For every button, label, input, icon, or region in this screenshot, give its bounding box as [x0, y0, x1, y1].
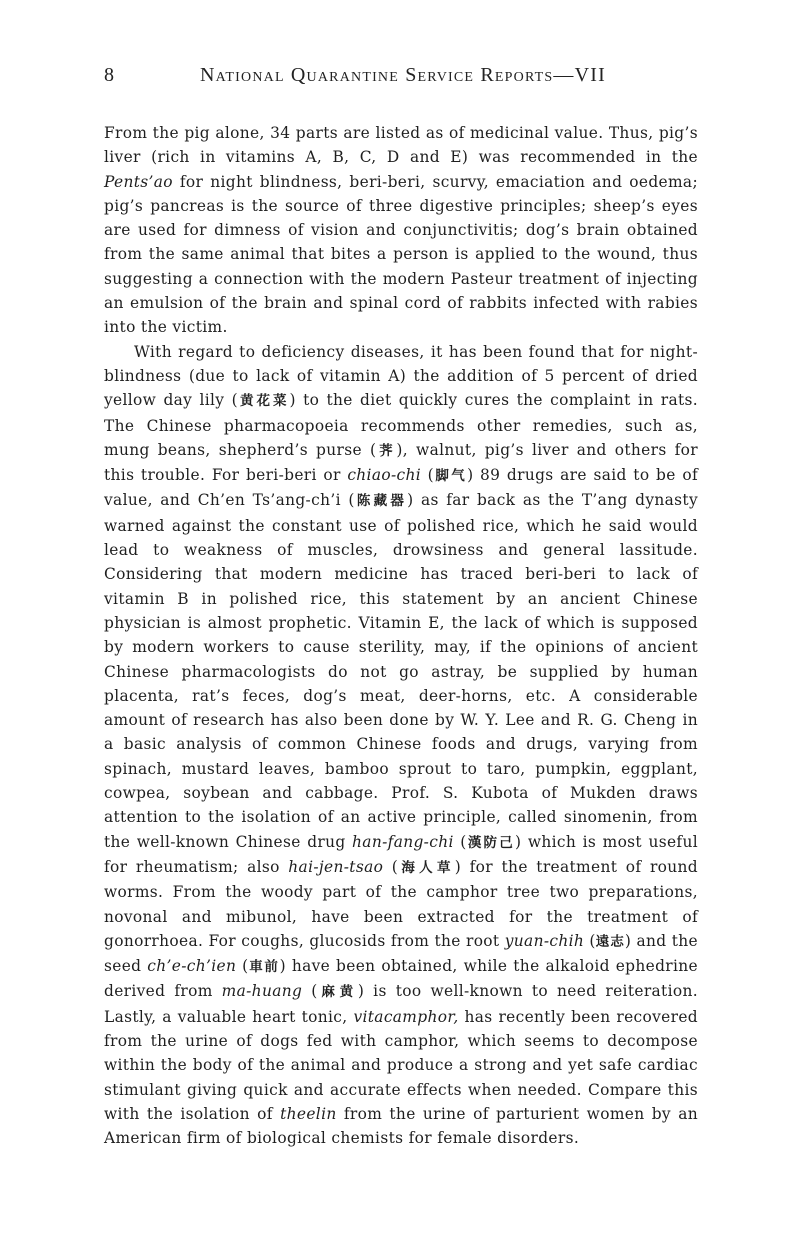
text-run: ( [383, 857, 399, 876]
italic-term-theelin: theelin [280, 1104, 337, 1123]
text-run: ( [421, 466, 434, 485]
text-run: ( [584, 931, 596, 950]
chinese-characters-yuan-chih: 遠志 [595, 933, 625, 950]
italic-term-han-fang-chi: han-fang-chi [352, 832, 454, 851]
italic-term-vitacamphor: vitacamphor, [353, 1007, 459, 1026]
text-run: ), walnut, pig’s liver and others for this trouble. For beri-beri or [104, 440, 699, 485]
paragraph-deficiency-diseases [104, 340, 698, 1151]
text-run: ( [236, 957, 249, 976]
text-run: ) 89 drugs are said to be of value, and Ch’en Ts’ang-ch’i ( [104, 466, 698, 510]
text-run: ) for the treatment of round worms. From the woody part of the camphor tree two preparations, novonal and mibunol, have been extracted for the treatment of gonorrhoea. For coughs, glucosids from the root [104, 857, 699, 950]
text-run: has recently been recovered from the urine of dogs fed with camphor, which seems to decompose within the body of the animal and produce a strong and yet safe cardiac stimulant giving quick and accurate effects when needed. Compare this with the isolation of [104, 1007, 698, 1123]
italic-term-che-chien: ch’e-ch’ien [147, 957, 237, 976]
running-title: National Quarantine Service Reports—VII [200, 64, 606, 86]
text-run: ( [302, 982, 318, 1001]
running-header [104, 64, 704, 90]
italic-term-pentsao: Pents’ao [104, 172, 173, 191]
chinese-characters-han-fang-chi: 漢防己 [466, 834, 516, 851]
chinese-characters-hai-jen-tsao: 海人草 [398, 859, 455, 876]
chinese-characters-shepherds-purse: 荠 [376, 442, 397, 459]
chinese-characters-day-lily: 黄花菜 [237, 393, 290, 410]
italic-term-chiao-chi: chiao-chi [347, 466, 422, 485]
text-run: ) to the diet quickly cures the complaint in rats. The Chinese pharmacopoeia recommends other remedies, such as, mung beans, shepherd’s purse ( [104, 391, 699, 459]
italic-term-ma-huang: ma-huang [221, 982, 303, 1001]
italic-term-yuan-chih: yuan-chih [504, 931, 585, 950]
body-text [104, 121, 698, 1150]
chinese-characters-chen-tsang-chi: 陈藏器 [354, 493, 408, 510]
text-run: With regard to deficiency diseases, it has been found that for night-blindness (due to lack of vitamin A) the addition of 5 percent of dried yellow day lily ( [104, 342, 698, 410]
text-run: for night blindness, beri-beri, scurvy, emaciation and oedema; pig’s pancreas is the source of three digestive principles; sheep’s eyes are used for dimness of vision and conjunctivitis; dog’s brain obtained from the same animal that bites a person is applied to the wound, thus suggesting a connection with the modern Pasteur treatment of injecting an emulsion of the brain and spinal cord of rabbits infected with rabies into the victim. [104, 172, 698, 337]
text-run: ) and the seed [104, 931, 698, 976]
text-run: from the urine of parturient women by an American firm of biological chemists for female disorders. [104, 1104, 698, 1148]
text-run: ) is too well-known to need reiteration. Lastly, a valuable heart tonic, [104, 982, 698, 1026]
chinese-characters-ma-huang: 麻黄 [317, 984, 358, 1001]
text-run: ) have been obtained, while the alkaloid ephedrine derived from [104, 957, 699, 1001]
chinese-characters-che-chien: 車前 [248, 959, 280, 976]
chinese-characters-chiao-chi: 脚气 [433, 468, 468, 485]
text-run: ) as far back as the T’ang dynasty warned against the constant use of polished rice, which he said would lead to weakness of muscles, drowsiness and general lassitude. Considering that modern medicine has traced beri-beri to lack of vitamin B in polished rice, this statement by an ancient Chinese physician is almost prophetic. Vitamin E, the lack of which is supposed by modern workers to cause sterility, may, if the opinions of ancient Chinese pharmacologists do not go astray, be supplied by human placenta, rat’s feces, dog’s meat, deer-horns, etc. A considerable amount of research has also been done by W. Y. Lee and R. G. Cheng in a basic analysis of common Chinese foods and drugs, varying from spinach, mustard leaves, bamboo sprout to taro, pumpkin, eggplant, cowpea, soybean and cabbage. Prof. S. Kubota of Mukden draws attention to the isolation of an active principle, called sinomenin, from the well-known Chinese drug [104, 491, 699, 851]
text-run: From the pig alone, 34 parts are listed as of medicinal value. Thus, pig’s liver (rich in vitamins A, B, C, D and E) was recommended in the [104, 124, 698, 167]
italic-term-hai-jen-tsao: hai-jen-tsao [288, 857, 384, 876]
page-number: 8 [104, 64, 116, 86]
text-run: ( [453, 832, 467, 851]
text-run: ) which is most useful for rheumatism; also [104, 832, 698, 876]
paragraph-pig-parts [104, 121, 698, 340]
